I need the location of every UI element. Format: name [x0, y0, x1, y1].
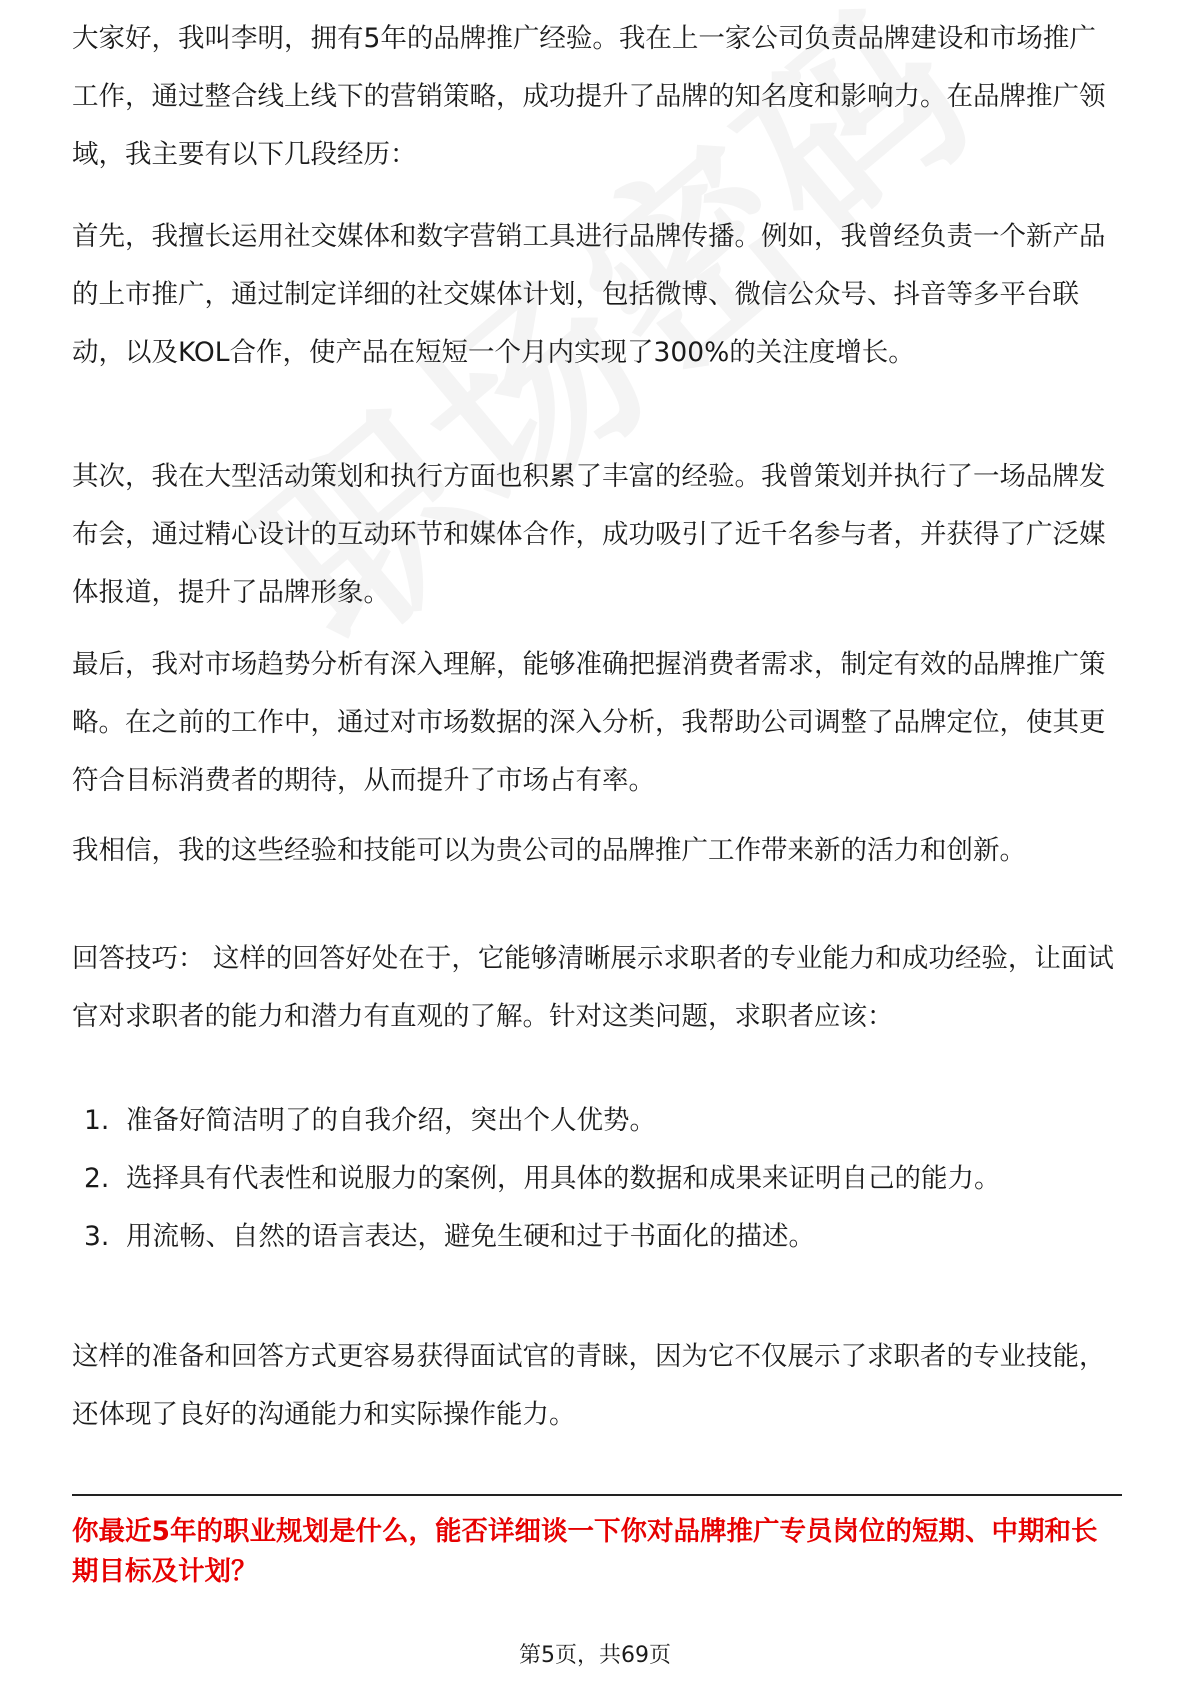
list-item: [84, 1092, 1122, 1150]
list-item: [84, 1208, 1122, 1266]
list-number: 2.: [84, 1163, 110, 1194]
paragraph-belief: 我相信，我的这些经验和技能可以为贵公司的品牌推广工作带来新的活力和创新。: [72, 835, 1026, 866]
answer-tips-intro: 回答技巧： 这样的回答好处在于，它能够清晰展示求职者的专业能力和成功经验，让面试官对求职者的能力和潜力有直观的了解。针对这类问题，求职者应该：: [72, 943, 1114, 1032]
section-divider: [72, 1494, 1122, 1496]
page-footer: 第5页，共69页: [519, 1643, 671, 1668]
list-text: 准备好简洁明了的自我介绍，突出个人优势。: [126, 1105, 656, 1136]
list-item: [84, 1150, 1122, 1208]
intro-paragraph: 大家好，我叫李明，拥有5年的品牌推广经验。我在上一家公司负责品牌建设和市场推广工作，通过整合线上线下的营销策略，成功提升了品牌的知名度和影响力。在品牌推广领域，我主要有以下几段经历：: [72, 23, 1106, 170]
list-number: 1.: [84, 1105, 110, 1136]
paragraph-third: 最后，我对市场趋势分析有深入理解，能够准确把握消费者需求，制定有效的品牌推广策略。在之前的工作中，通过对市场数据的深入分析，我帮助公司调整了品牌定位，使其更符合目标消费者的期待，从而提升了市场占有率。: [72, 649, 1106, 796]
list-number: 3.: [84, 1221, 110, 1252]
tips-list: [72, 1092, 1122, 1266]
list-text: 选择具有代表性和说服力的案例，用具体的数据和成果来证明自己的能力。: [126, 1163, 1001, 1194]
paragraph-first: 首先，我擅长运用社交媒体和数字营销工具进行品牌传播。例如，我曾经负责一个新产品的上市推广，通过制定详细的社交媒体计划，包括微博、微信公众号、抖音等多平台联动，以及KOL合作，使产品在短短一个月内实现了300%的关注度增长。: [72, 221, 1106, 368]
paragraph-second: 其次，我在大型活动策划和执行方面也积累了丰富的经验。我曾策划并执行了一场品牌发布会，通过精心设计的互动环节和媒体合作，成功吸引了近千名参与者，并获得了广泛媒体报道，提升了品牌形象。: [72, 461, 1106, 608]
conclusion-paragraph: 这样的准备和回答方式更容易获得面试官的青睐，因为它不仅展示了求职者的专业技能，还体现了良好的沟通能力和实际操作能力。: [72, 1341, 1106, 1430]
next-question-heading: 你最近5年的职业规划是什么，能否详细谈一下你对品牌推广专员岗位的短期、中期和长期目标及计划？: [72, 1516, 1098, 1587]
list-text: 用流畅、自然的语言表达，避免生硬和过于书面化的描述。: [126, 1221, 815, 1252]
